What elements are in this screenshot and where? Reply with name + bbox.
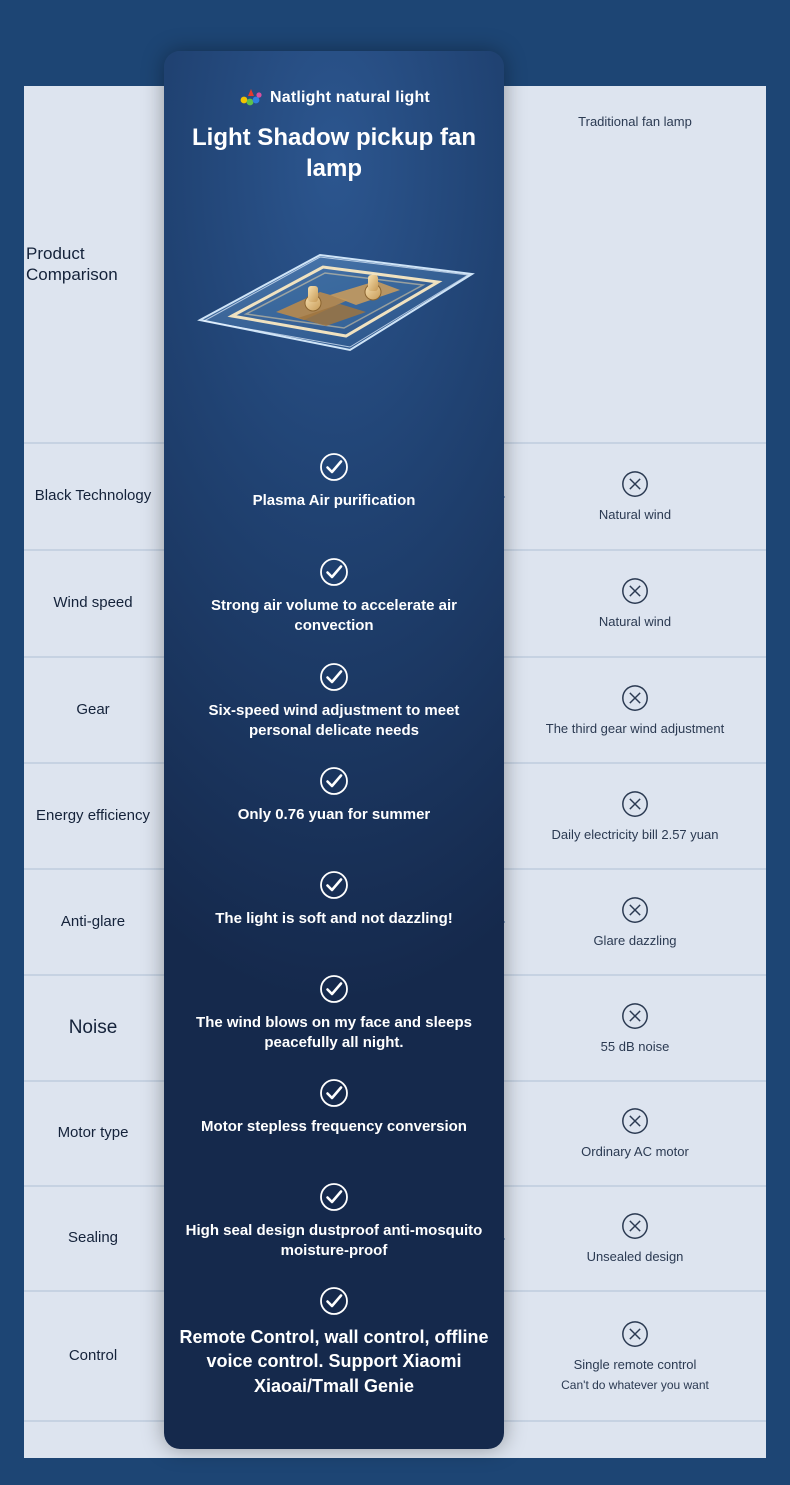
row-label: Motor type bbox=[57, 1124, 129, 1142]
traditional-cell bbox=[504, 658, 766, 764]
row-label: Noise bbox=[68, 1017, 118, 1039]
feature-text: Six-speed wind adjustment to meet personal delicate needs bbox=[208, 702, 460, 739]
feature-text: Strong air volume to accelerate air convection bbox=[211, 597, 457, 634]
traditional-cell bbox=[504, 1082, 766, 1187]
feature-item bbox=[164, 556, 504, 635]
x-circle-icon bbox=[620, 895, 650, 925]
check-circle-icon bbox=[318, 1285, 350, 1317]
feature-text: The light is soft and not dazzling! bbox=[215, 910, 453, 927]
traditional-cell bbox=[504, 764, 766, 870]
traditional-text: Glare dazzling bbox=[593, 932, 677, 948]
x-circle-icon bbox=[620, 576, 650, 606]
product-panel bbox=[164, 51, 504, 1449]
feature-text: The wind blows on my face and sleeps peacefully all night. bbox=[196, 1014, 472, 1051]
x-circle-icon bbox=[620, 789, 650, 819]
feature-item bbox=[164, 973, 504, 1052]
traditional-cell bbox=[504, 976, 766, 1082]
feature-item bbox=[164, 661, 504, 740]
natlight-logo-icon bbox=[238, 87, 264, 109]
traditional-cell bbox=[504, 1187, 766, 1292]
check-circle-icon bbox=[318, 1077, 350, 1109]
check-circle-icon bbox=[318, 451, 350, 483]
brand-row bbox=[164, 87, 504, 109]
feature-text: Motor stepless frequency conversion bbox=[201, 1118, 467, 1135]
feature-item bbox=[164, 1077, 504, 1137]
x-circle-icon bbox=[620, 469, 650, 499]
traditional-subtext: Can't do whatever you want bbox=[561, 1377, 709, 1392]
row-label: Energy efficiency bbox=[36, 806, 150, 824]
feature-item bbox=[164, 765, 504, 825]
row-label: Gear bbox=[76, 700, 110, 718]
traditional-text: Unsealed design bbox=[586, 1249, 684, 1265]
traditional-text: Natural wind bbox=[598, 614, 672, 630]
feature-text: Plasma Air purification bbox=[252, 492, 416, 509]
x-circle-icon bbox=[620, 683, 650, 713]
check-circle-icon bbox=[318, 973, 350, 1005]
check-circle-icon bbox=[318, 661, 350, 693]
traditional-cell bbox=[504, 1292, 766, 1422]
traditional-cell bbox=[504, 444, 766, 551]
x-circle-icon bbox=[620, 1106, 650, 1136]
row-label: Wind speed bbox=[53, 594, 133, 612]
traditional-text: Daily electricity bill 2.57 yuan bbox=[551, 826, 719, 842]
row-label: Black Technology bbox=[34, 487, 152, 505]
feature-text: High seal design dustproof anti-mosquito moisture-proof bbox=[185, 1222, 483, 1259]
traditional-text: Single remote control bbox=[573, 1356, 697, 1372]
product-comparison-title: Product Comparison bbox=[26, 243, 118, 284]
traditional-fan-lamp-label: Traditional fan lamp bbox=[578, 114, 692, 129]
fan-lamp-illustration bbox=[180, 200, 488, 390]
traditional-text: 55 dB noise bbox=[600, 1038, 670, 1054]
traditional-text: Natural wind bbox=[598, 507, 672, 523]
x-circle-icon bbox=[620, 1001, 650, 1031]
traditional-header-cell bbox=[504, 86, 766, 444]
feature-item bbox=[164, 1181, 504, 1260]
check-circle-icon bbox=[318, 1181, 350, 1213]
feature-text: Only 0.76 yuan for summer bbox=[237, 806, 431, 823]
row-label: Anti-glare bbox=[60, 912, 126, 930]
ceiling-fan-lamp-image bbox=[180, 200, 488, 390]
traditional-cell bbox=[504, 870, 766, 976]
traditional-text: The third gear wind adjustment bbox=[545, 720, 725, 736]
check-circle-icon bbox=[318, 765, 350, 797]
row-label: Sealing bbox=[67, 1229, 119, 1247]
check-circle-icon bbox=[318, 869, 350, 901]
check-circle-icon bbox=[318, 556, 350, 588]
traditional-cell bbox=[504, 551, 766, 658]
feature-text: Remote Control, wall control, offline voice control. Support Xiaomi Xiaoai/Tmall Genie bbox=[179, 1327, 489, 1396]
panel-title: Light Shadow pickup fan lamp bbox=[192, 124, 476, 182]
brand-name: Natlight natural light bbox=[270, 89, 430, 106]
x-circle-icon bbox=[620, 1211, 650, 1241]
row-label: Control bbox=[68, 1346, 118, 1364]
traditional-text: Ordinary AC motor bbox=[581, 1144, 689, 1160]
feature-item bbox=[164, 1285, 504, 1398]
x-circle-icon bbox=[620, 1319, 650, 1349]
feature-item bbox=[164, 869, 504, 929]
feature-item bbox=[164, 451, 504, 511]
